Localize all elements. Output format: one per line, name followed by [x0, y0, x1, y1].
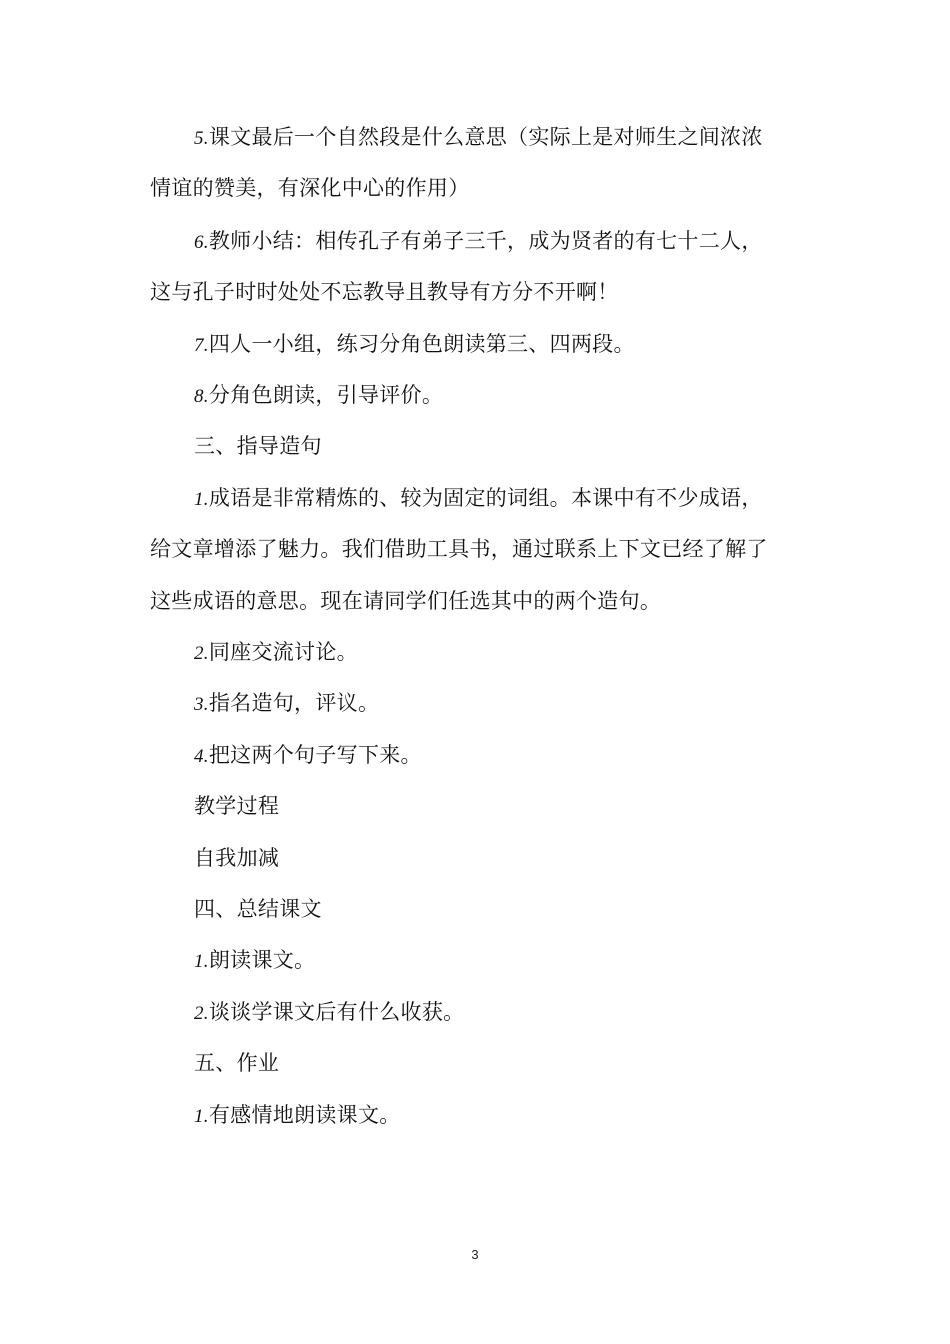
paragraph-line: [194, 1100, 401, 1132]
item-number: 8.: [194, 386, 209, 407]
line-text: 谈谈学课文后有什么收获。: [208, 1000, 465, 1024]
paragraph-line: [194, 329, 635, 361]
paragraph-line: [150, 586, 661, 616]
line-text: 自我加减: [194, 846, 280, 870]
section-heading: [194, 431, 322, 461]
paragraph-line: [194, 688, 379, 720]
line-text: 五、作业: [194, 1051, 280, 1075]
paragraph-line: [194, 945, 315, 977]
line-text: 教学过程: [194, 794, 280, 818]
paragraph-line: [194, 380, 443, 412]
item-number: 6.: [194, 232, 209, 253]
line-text: 给文章增添了魅力。我们借助工具书，通过联系上下文已经了解了: [150, 537, 768, 561]
line-text: 教师小结：相传孔子有弟子三千，成为贤者的有七十二人，: [208, 229, 763, 253]
line-text: 这些成语的意思。现在请同学们任选其中的两个造句。: [150, 589, 662, 613]
item-number: 4.: [194, 746, 209, 767]
item-number: 5.: [194, 128, 209, 149]
line-text: 四人一小组，练习分角色朗读第三、四两段。: [208, 332, 635, 356]
line-text: 情谊的赞美，有深化中心的作用）: [150, 176, 470, 200]
line-text: 朗读课文。: [208, 948, 316, 972]
line-text: 四、总结课文: [194, 897, 322, 921]
line-text: 有感情地朗读课文。: [208, 1103, 401, 1127]
paragraph-line: [194, 791, 279, 821]
line-text: 这与孔子时时处处不忘教导且教导有方分不开啊！: [150, 280, 619, 304]
line-text: 把这两个句子写下来。: [208, 743, 422, 767]
item-number: 7.: [194, 335, 209, 356]
line-text: 课文最后一个自然段是什么意思（实际上是对师生之间浓浓: [208, 125, 763, 149]
paragraph-line: [194, 997, 464, 1029]
paragraph-line: [194, 637, 358, 669]
paragraph-line: [194, 740, 422, 772]
paragraph-line: [150, 277, 619, 307]
item-number: 2.: [194, 643, 209, 664]
line-text: 分角色朗读，引导评价。: [208, 383, 444, 407]
paragraph-line: [150, 534, 768, 564]
section-heading: [194, 894, 322, 924]
line-text: 同座交流讨论。: [208, 640, 358, 664]
paragraph-line: [194, 843, 279, 873]
paragraph-line: [194, 122, 763, 154]
paragraph-line: [194, 483, 763, 515]
item-number: 1.: [194, 1106, 209, 1127]
section-heading: [194, 1048, 279, 1078]
item-number: 1.: [194, 951, 209, 972]
page-number: 3: [471, 1247, 479, 1262]
line-text: 成语是非常精炼的、较为固定的词组。本课中有不少成语，: [208, 486, 763, 510]
paragraph-line: [150, 173, 470, 203]
paragraph-line: [194, 226, 763, 258]
line-text: 指名造句，评议。: [208, 691, 380, 715]
item-number: 2.: [194, 1003, 209, 1024]
item-number: 1.: [194, 489, 209, 510]
line-text: 三、指导造句: [194, 434, 322, 458]
item-number: 3.: [194, 694, 209, 715]
